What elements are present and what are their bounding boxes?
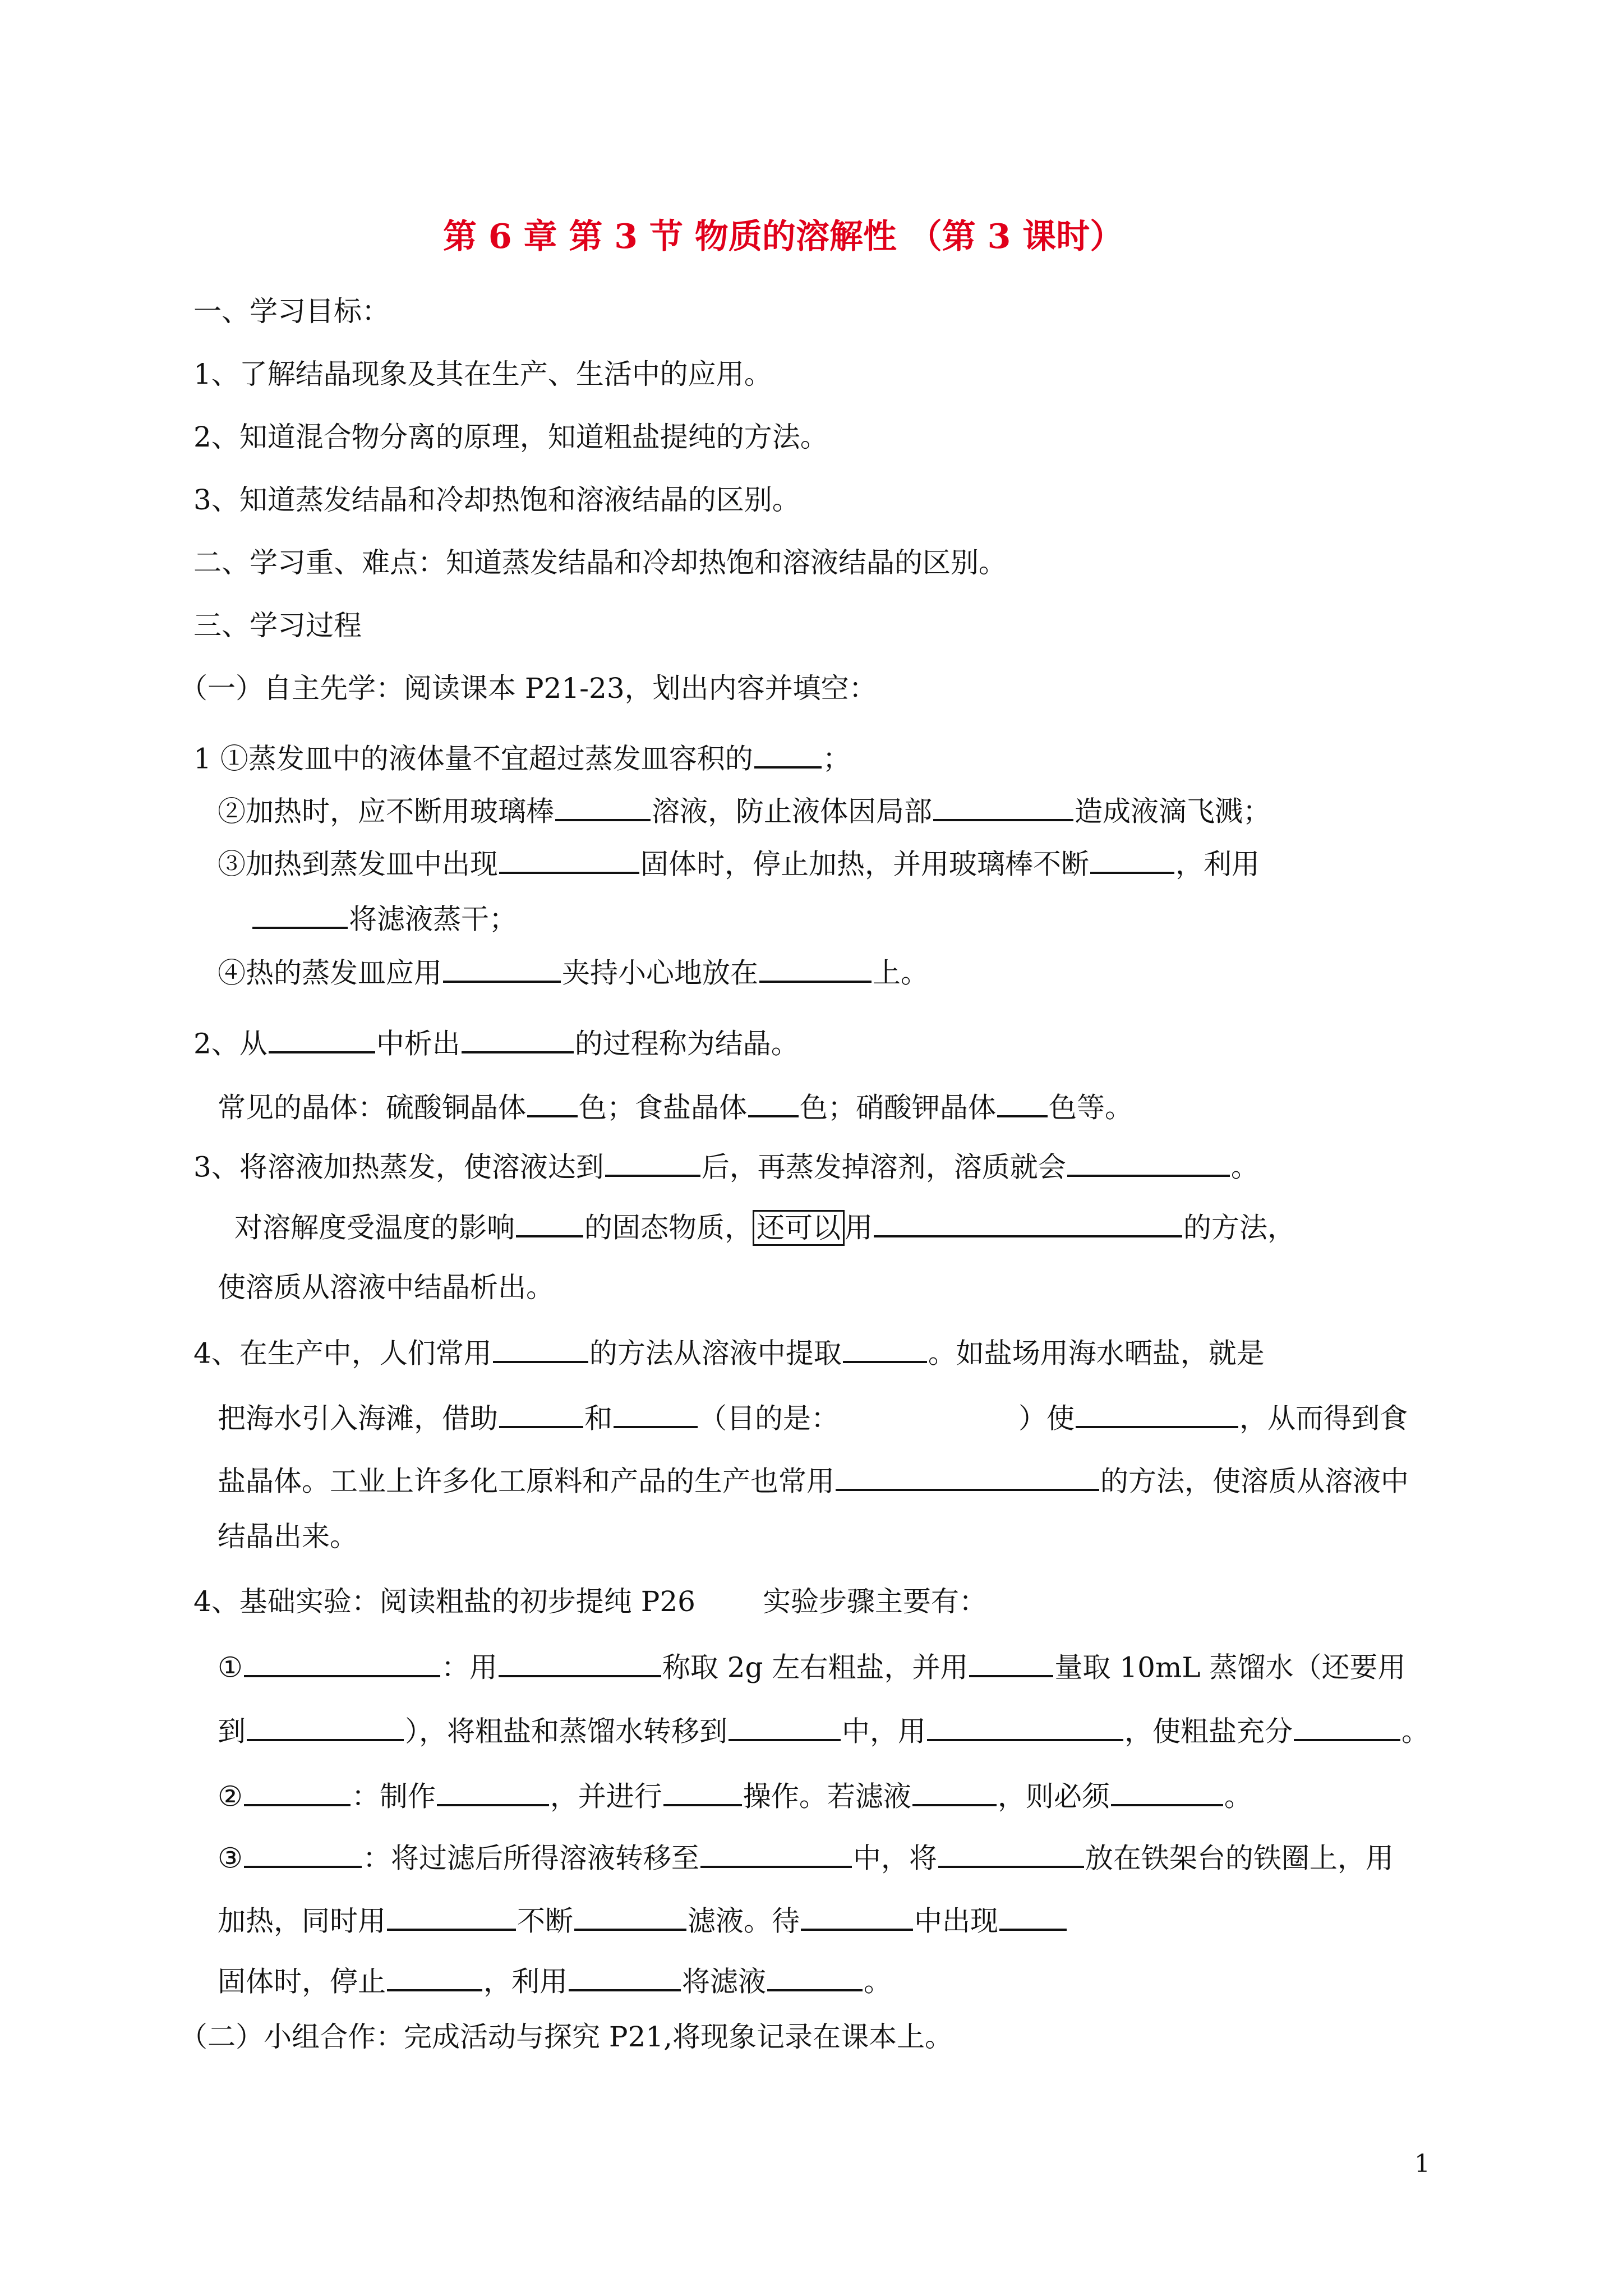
blank[interactable] — [244, 1777, 351, 1806]
self-study: （一）自主先学：阅读课本 P21-23，划出内容并填空： — [179, 672, 877, 705]
question-1-3-cont — [251, 900, 517, 936]
text: ③ — [218, 1842, 243, 1875]
blank[interactable] — [443, 954, 561, 983]
blank[interactable] — [1076, 1399, 1238, 1428]
text: 的过程称为结晶。 — [574, 1027, 799, 1060]
text: ，从而得到食 — [1239, 1402, 1408, 1435]
text: 上。 — [873, 956, 929, 990]
text: 滤液。待 — [688, 1904, 800, 1938]
text: ），将粗盐和蒸馏水转移到 — [405, 1715, 727, 1748]
blank[interactable] — [555, 792, 651, 821]
text: ）使 — [1018, 1402, 1075, 1435]
text: 中析出 — [376, 1027, 460, 1060]
process-heading: 三、学习过程 — [193, 609, 362, 642]
blank[interactable] — [387, 1902, 516, 1931]
goal-heading: 一、学习目标： — [193, 295, 390, 328]
blank[interactable] — [1294, 1712, 1400, 1741]
text: 。 — [1230, 1151, 1259, 1184]
blank[interactable] — [269, 1024, 375, 1053]
text: 。如盐场用海水晒盐，就是 — [928, 1337, 1265, 1370]
blank[interactable] — [499, 1648, 661, 1677]
blank[interactable] — [516, 1208, 583, 1237]
blank[interactable] — [493, 1334, 588, 1363]
text: 用 — [845, 1211, 873, 1244]
text: ； — [822, 742, 851, 775]
text: ：制作 — [351, 1780, 436, 1813]
text: 2、从 — [193, 1027, 268, 1060]
question-4 — [193, 1334, 1265, 1368]
question-3-end: 使溶质从溶液中结晶析出。 — [218, 1271, 554, 1304]
text: 的方法，使溶质从溶液中 — [1100, 1465, 1409, 1498]
blank[interactable] — [1090, 845, 1174, 874]
question-1-4 — [218, 954, 929, 990]
text: ，利用 — [483, 1965, 568, 1998]
blank[interactable] — [754, 739, 822, 769]
blank[interactable] — [663, 1777, 742, 1806]
question-3 — [193, 1148, 1259, 1184]
blank[interactable] — [499, 1399, 583, 1428]
blank[interactable] — [247, 1712, 404, 1741]
text: 4、基础实验：阅读粗盐的初步提纯 P26 — [193, 1585, 695, 1618]
text: 把海水引入海滩，借助 — [218, 1402, 498, 1435]
step-3 — [218, 1839, 1394, 1875]
blank[interactable] — [999, 1902, 1067, 1931]
blank[interactable] — [244, 1648, 440, 1677]
blank[interactable] — [927, 1712, 1123, 1741]
blank[interactable] — [997, 1088, 1048, 1117]
text: 固体时，停止 — [218, 1965, 386, 1998]
blank[interactable] — [874, 1208, 1182, 1237]
blank[interactable] — [933, 792, 1073, 821]
step-1 — [218, 1648, 1405, 1682]
question-1-2 — [218, 792, 1271, 826]
text: 的固态物质， — [584, 1211, 753, 1244]
goal-2: 2、知道混合物分离的原理，知道粗盐提纯的方法。 — [193, 421, 828, 453]
blank[interactable] — [437, 1777, 549, 1806]
blank[interactable] — [728, 1712, 841, 1741]
text: 中，用 — [842, 1715, 926, 1748]
blank[interactable] — [700, 1839, 852, 1868]
blank[interactable] — [605, 1148, 700, 1177]
text: 的方法从溶液中提取 — [589, 1337, 842, 1370]
text: 3、将溶液加热蒸发，使溶液达到 — [193, 1151, 604, 1184]
text: ，并进行 — [550, 1780, 662, 1813]
question-3-cont — [234, 1208, 1295, 1246]
experiment-heading — [193, 1585, 987, 1618]
blank[interactable] — [912, 1777, 997, 1806]
goal-1: 1、了解结晶现象及其在生产、生活中的应用。 — [193, 358, 772, 390]
text: 常见的晶体：硫酸铜晶体 — [218, 1091, 526, 1124]
boxed-text: 还可以 — [753, 1210, 845, 1246]
text: 放在铁架台的铁圈上，用 — [1085, 1842, 1394, 1875]
group-work: （二）小组合作：完成活动与探究 P21,将现象记录在课本上。 — [179, 2021, 953, 2053]
text: 造成液滴飞溅； — [1075, 795, 1271, 828]
page-number: 1 — [1414, 2150, 1430, 2178]
text: 不断 — [517, 1904, 573, 1938]
text: 色；食盐晶体 — [579, 1091, 747, 1124]
blank[interactable] — [252, 900, 348, 929]
blank[interactable] — [969, 1648, 1053, 1677]
text: 中，将 — [852, 1842, 937, 1875]
goal-3: 3、知道蒸发结晶和冷却热饱和溶液结晶的区别。 — [193, 484, 800, 516]
text: 加热，同时用 — [218, 1904, 386, 1938]
text: ③加热到蒸发皿中出现 — [218, 848, 498, 881]
blank[interactable] — [462, 1024, 574, 1053]
text: 将滤液 — [682, 1965, 766, 1998]
step-3-cont — [218, 1902, 1068, 1938]
blank[interactable] — [574, 1902, 686, 1931]
question-1-3 — [218, 845, 1260, 881]
text: ②加热时，应不断用玻璃棒 — [218, 795, 554, 828]
text: ④热的蒸发皿应用 — [218, 956, 442, 990]
question-4-end: 结晶出来。 — [218, 1520, 358, 1553]
blank[interactable] — [527, 1088, 578, 1117]
text: 实验步骤主要有： — [762, 1585, 987, 1618]
text: 量取 10mL 蒸馏水（还要用 — [1054, 1651, 1406, 1684]
text: 中出现 — [914, 1904, 998, 1938]
step-1-cont — [218, 1712, 1430, 1746]
blank[interactable] — [614, 1399, 698, 1428]
text: ① — [218, 1651, 243, 1684]
text: 溶液，防止液体因局部 — [652, 795, 932, 828]
text: 色；硝酸钾晶体 — [800, 1091, 996, 1124]
text: ：将过滤后所得溶液转移至 — [362, 1842, 699, 1875]
blank[interactable] — [748, 1088, 799, 1117]
text: 到 — [218, 1715, 246, 1748]
blank[interactable] — [1111, 1777, 1223, 1806]
text: ，则必须 — [997, 1780, 1110, 1813]
text: 操作。若滤液 — [743, 1780, 911, 1813]
text: ，利用 — [1175, 848, 1260, 881]
text: 将滤液蒸干； — [349, 903, 517, 936]
text: 对溶解度受温度的影响 — [234, 1211, 515, 1244]
text: 。 — [1224, 1780, 1252, 1813]
question-4-cont-2 — [218, 1462, 1409, 1496]
text: 。 — [864, 1965, 892, 1998]
blank[interactable] — [801, 1902, 913, 1931]
blank[interactable] — [244, 1839, 362, 1868]
keypoint: 二、学习重、难点：知道蒸发结晶和冷却热饱和溶液结晶的区别。 — [193, 546, 1007, 579]
blank[interactable] — [767, 1962, 863, 1991]
question-1-1 — [193, 739, 851, 773]
text: 的方法， — [1183, 1211, 1295, 1244]
blank[interactable] — [387, 1962, 482, 1991]
text: 4、在生产中，人们常用 — [193, 1337, 492, 1370]
step-3-end — [218, 1962, 892, 1996]
blank[interactable] — [1067, 1148, 1230, 1177]
text: 称取 2g 左右粗盐，并用 — [662, 1651, 969, 1684]
text: 夹持小心地放在 — [562, 956, 758, 990]
text: 。 — [1401, 1715, 1430, 1748]
text: 色等。 — [1049, 1091, 1133, 1124]
blank[interactable] — [843, 1334, 927, 1363]
text: 固体时，停止加热，并用玻璃棒不断 — [640, 848, 1089, 881]
question-4-cont-1 — [218, 1399, 1408, 1433]
blank[interactable] — [938, 1839, 1084, 1868]
text: ② — [218, 1780, 243, 1813]
blank[interactable] — [499, 845, 639, 874]
blank[interactable] — [759, 954, 872, 983]
blank[interactable] — [569, 1962, 681, 1991]
question-2-crystals — [218, 1088, 1133, 1122]
text: 和 — [584, 1402, 612, 1435]
blank[interactable] — [836, 1462, 1099, 1491]
text: 后，再蒸发掉溶剂，溶质就会 — [701, 1151, 1066, 1184]
step-2 — [218, 1777, 1252, 1811]
text: （目的是： — [699, 1402, 839, 1435]
page-title: 第 6 章 第 3 节 物质的溶解性 （第 3 课时） — [443, 217, 1124, 256]
text: ：用 — [441, 1651, 497, 1684]
question-2 — [193, 1024, 799, 1058]
text: 1 ①蒸发皿中的液体量不宜超过蒸发皿容积的 — [193, 742, 753, 775]
text: ，使粗盐充分 — [1124, 1715, 1293, 1748]
text: 盐晶体。工业上许多化工原料和产品的生产也常用 — [218, 1465, 834, 1498]
